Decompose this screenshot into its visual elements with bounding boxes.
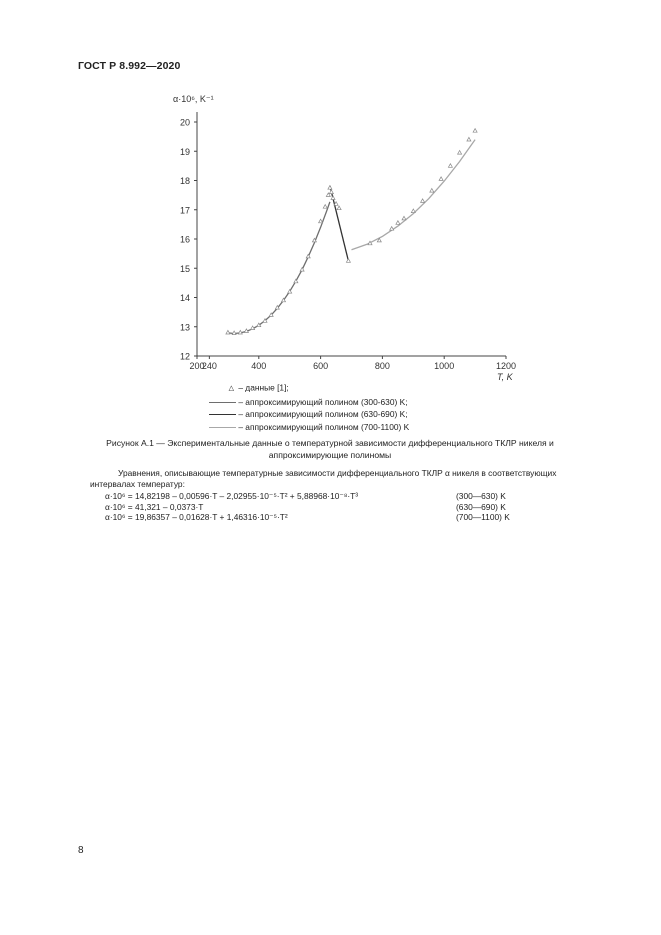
data-point-marker [244, 329, 248, 333]
data-point-marker [337, 206, 341, 210]
data-point-marker [346, 259, 350, 263]
page-number: 8 [78, 845, 84, 856]
series-group [226, 129, 477, 335]
equation-row [105, 502, 545, 513]
data-point-marker [430, 189, 434, 193]
data-point-marker [251, 326, 255, 330]
data-point-marker [328, 186, 332, 190]
y-tick-label: 17 [179, 205, 190, 216]
data-point-marker [402, 216, 406, 220]
legend-item-data [200, 381, 409, 396]
data-point-marker [331, 196, 335, 200]
legend [200, 381, 409, 433]
equation-range: (630—690) K [456, 501, 506, 512]
data-point-marker [467, 137, 471, 141]
legend-line-icon [209, 414, 236, 415]
equation-formula: α·10⁶ = 41,321 – 0,0373·T [105, 501, 204, 512]
equation-range: (700—1100) K [456, 512, 510, 523]
x-tick-label: 600 [313, 361, 329, 371]
data-point-marker [439, 177, 443, 181]
y-tick-label: 16 [179, 234, 190, 245]
legend-label: – данные [1]; [236, 382, 289, 393]
triangle-marker-icon: △ [228, 385, 234, 392]
equation-formula: α·10⁶ = 19,86357 – 0,01628·T + 1,46316·10⁻⁵·T² [105, 512, 288, 523]
y-tick-label: 19 [179, 146, 190, 157]
y-tick-label: 13 [179, 322, 190, 333]
legend-item-poly-1 [200, 396, 409, 409]
equation-formula: α·10⁶ = 14,82198 – 0,00596·T – 2,02955·10⁻⁵·T² + 5,88968·10⁻⁸·T³ [105, 491, 359, 501]
chart [0, 0, 661, 400]
legend-label: – аппроксимирующий полином (300-630) K; [236, 396, 408, 407]
data-point-marker [238, 330, 242, 334]
data-point-marker [448, 164, 452, 168]
equation-row [105, 491, 545, 502]
data-point-marker [396, 221, 400, 225]
series-line-1 [228, 202, 330, 334]
data-point-marker [458, 151, 462, 155]
x-tick-label: 1000 [434, 361, 455, 371]
x-tick-label: 200 [189, 361, 205, 371]
legend-item-poly-3 [200, 421, 409, 434]
document-header: ГОСТ Р 8.992—2020 [78, 60, 181, 72]
x-axis-label: T, K [497, 372, 513, 382]
data-point-marker [390, 227, 394, 231]
data-point-marker [319, 219, 323, 223]
body-paragraph: Уравнения, описывающие температурные зависимости дифференциального ТКЛР α никеля в соответствующих интервалах температур: [90, 468, 557, 489]
y-tick-label: 18 [179, 176, 190, 186]
legend-line-icon [209, 427, 236, 428]
data-point-marker [334, 202, 338, 206]
y-tick-label: 20 [179, 117, 190, 128]
y-tick-label: 12 [179, 351, 190, 362]
data-point-marker [232, 331, 236, 335]
data-point-marker [323, 205, 327, 209]
y-tick-label: 14 [179, 293, 190, 303]
series-line-3 [352, 140, 476, 250]
legend-label: – аппроксимирующий полином (630-690) K; [236, 409, 408, 419]
data-point-marker [226, 330, 230, 334]
x-ticks [189, 356, 516, 371]
equation-range: (300—630) K [456, 491, 506, 501]
data-point-marker [411, 209, 415, 213]
x-tick-label: 400 [251, 361, 267, 371]
y-axis-label: α·10⁶, K⁻¹ [173, 94, 214, 104]
data-point-marker [329, 190, 333, 194]
x-tick-label: 240 [201, 361, 217, 371]
equations-block [105, 491, 545, 523]
legend-item-poly-2 [200, 408, 409, 421]
equation-row [105, 512, 545, 523]
x-tick-label: 800 [374, 361, 390, 371]
data-point-marker [421, 199, 425, 203]
y-tick-label: 15 [179, 263, 190, 274]
legend-label: – аппроксимирующий полином (700-1100) K [236, 421, 410, 432]
x-tick-label: 1200 [495, 361, 517, 371]
data-point-marker [473, 129, 477, 133]
y-ticks [180, 118, 197, 362]
figure-caption: Рисунок А.1 — Экспериментальные данные о температурной зависимости дифференциального ТКЛР никеля и аппроксимирующие полиномы [106, 438, 554, 460]
legend-line-icon [209, 402, 236, 403]
